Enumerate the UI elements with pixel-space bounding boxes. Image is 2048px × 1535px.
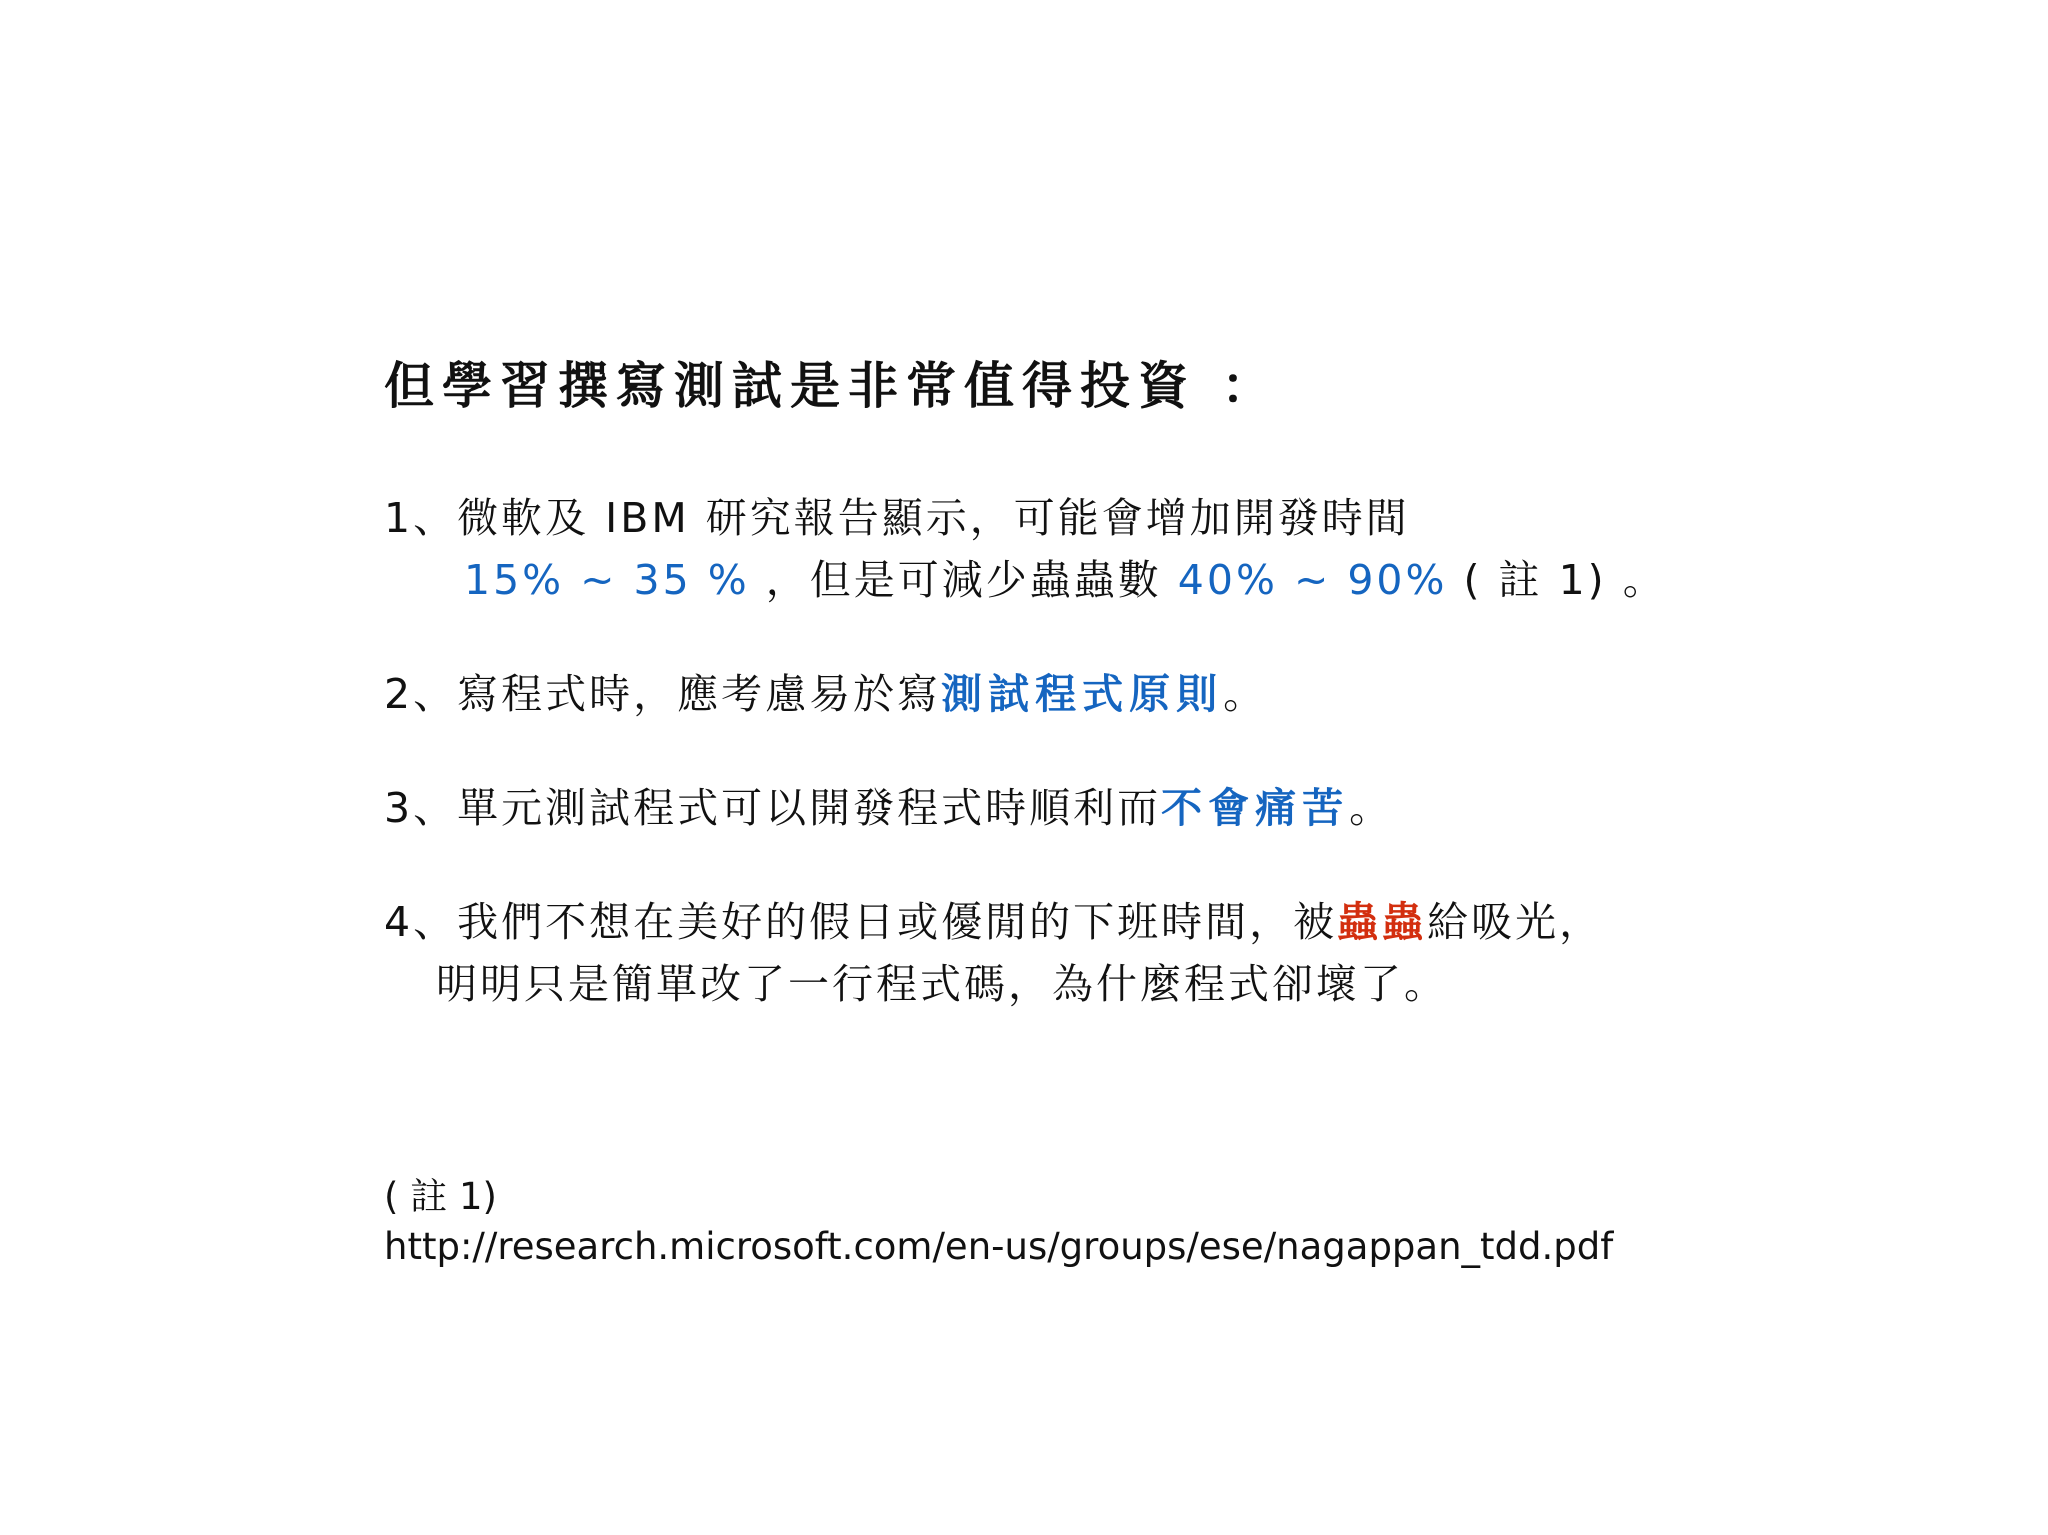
item-4-number: 4	[384, 898, 414, 946]
item-3-end: 。	[1349, 784, 1394, 832]
item-3-separator: 、	[413, 784, 458, 832]
dev-time-range: 15% ~ 35 %	[464, 556, 750, 604]
item-2-highlight: 測試程式原則	[941, 670, 1224, 718]
bug-reduction-range: 40% ~ 90%	[1177, 556, 1448, 604]
item-1-text: 微軟及 IBM 研究報告顯示，可能會增加開發時間	[457, 494, 1410, 542]
item-1-separator: 、	[413, 494, 458, 542]
item-1-line-2	[464, 552, 1667, 608]
item-2-text: 寫程式時，應考慮易於寫	[457, 670, 942, 718]
item-1-line-1	[384, 490, 1410, 546]
item-1-middle-text: ，但是可減少蟲蟲數	[749, 556, 1178, 604]
item-4-text: 我們不想在美好的假日或優閒的下班時間，被	[457, 898, 1338, 946]
footnote-url[interactable]: http://research.microsoft.com/en-us/groups/ese/nagappan_tdd.pdf	[384, 1225, 1614, 1268]
item-2-number: 2	[384, 670, 414, 718]
item-3-number: 3	[384, 784, 414, 832]
item-2	[384, 666, 1267, 722]
footnote-label: ( 註 1)	[384, 1175, 497, 1218]
item-4-after: 給吸光，	[1427, 898, 1604, 946]
item-4-highlight: 蟲蟲	[1337, 898, 1428, 946]
item-1-footnote-ref: ( 註 1) 。	[1447, 556, 1667, 604]
item-4-separator: 、	[413, 898, 458, 946]
item-4-line-2: 明明只是簡單改了一行程式碼，為什麼程式卻壞了。	[436, 960, 1448, 1008]
item-2-end: 。	[1223, 670, 1268, 718]
item-4-line-1	[384, 894, 1603, 950]
item-3-text: 單元測試程式可以開發程式時順利而	[457, 784, 1162, 832]
item-1-number: 1	[384, 494, 414, 542]
slide-heading: 但學習撰寫測試是非常值得投資 ：	[384, 357, 1280, 415]
item-3-highlight: 不會痛苦	[1161, 784, 1350, 832]
item-3	[384, 780, 1393, 836]
item-2-separator: 、	[413, 670, 458, 718]
